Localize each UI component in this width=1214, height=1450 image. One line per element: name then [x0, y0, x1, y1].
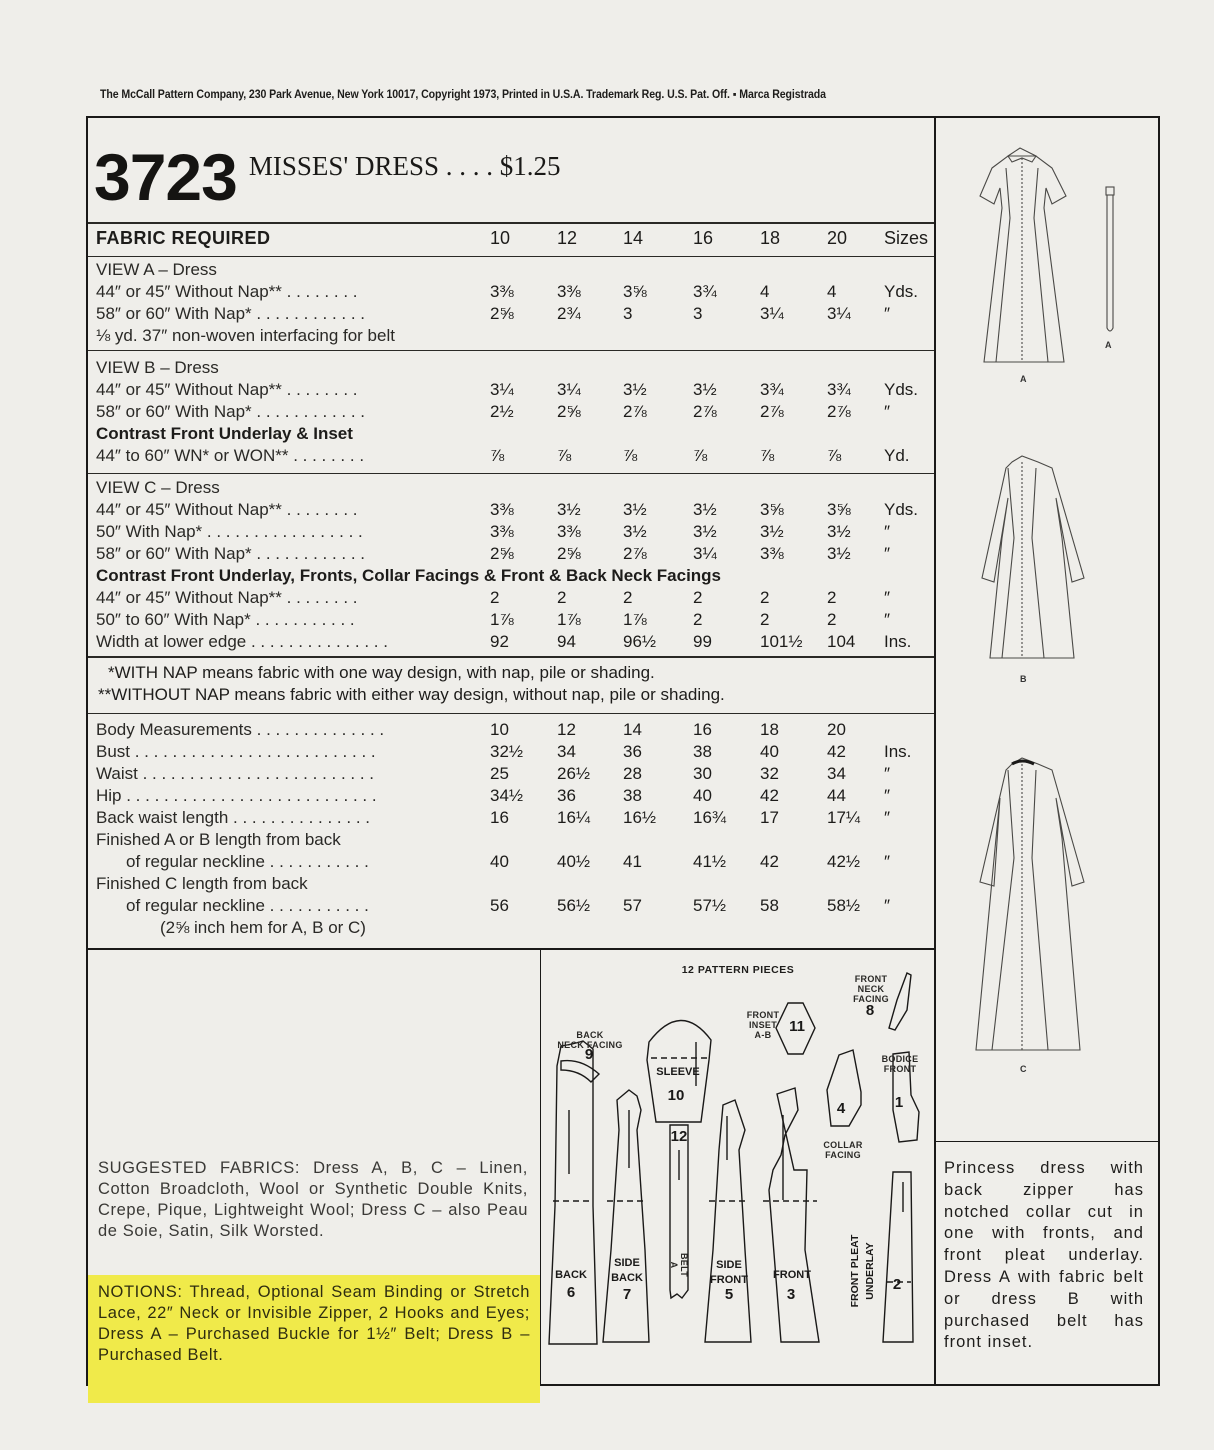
cell: 2⅝: [557, 544, 581, 563]
row-label: 44″ or 45″ Without Nap** . . . . . . . .: [96, 588, 358, 607]
cell: 2: [693, 610, 703, 629]
section-subheading: Contrast Front Underlay, Fronts, Collar Facings & Front & Back Neck Facings: [96, 566, 722, 585]
cell: 2: [760, 610, 770, 629]
divider: [88, 222, 934, 224]
cell: 14: [623, 720, 642, 739]
view-a-sketch: [980, 148, 1066, 362]
cell: 34½: [490, 786, 524, 805]
cell: 3½: [623, 500, 647, 519]
piece-name-sleeve: SLEEVE: [656, 1066, 700, 1078]
size-header: 10: [490, 228, 511, 248]
row-label: 44″ or 45″ Without Nap** . . . . . . . .: [96, 282, 358, 301]
cell: 3⅜: [557, 282, 581, 301]
size-header: 18: [760, 228, 781, 248]
piece-label-collar-facing: COLLAR FACING: [823, 1140, 863, 1160]
suggested-fabrics: SUGGESTED FABRICS: Dress A, B, C – Linen, Cotton Broadcloth, Wool or Synthetic Double Knits, Crepe, Pique, Lightweight Wool; Dress C – also Peau de Soie, Satin, Silk Worsted.: [98, 1159, 528, 1240]
view-c-label: C: [1020, 1064, 1027, 1074]
cell: 3¼: [693, 544, 717, 563]
unit: Yds.: [884, 380, 919, 399]
unit: Yds.: [884, 282, 919, 301]
cell: 2⅞: [623, 544, 647, 563]
view-a-belt-label: A: [1105, 340, 1112, 350]
piece-number-9: 9: [584, 1046, 594, 1063]
cell: 41½: [693, 852, 727, 871]
cell: 3⅝: [827, 500, 851, 519]
size-header: 16: [693, 228, 714, 248]
piece-label-front-neck-facing: FRONT NECK FACING: [853, 974, 889, 1004]
piece-name-front-pleat-underlay: FRONT PLEAT UNDERLAY: [849, 1234, 876, 1308]
unit: ″: [884, 896, 891, 915]
pattern-title: MISSES' DRESS . . . . $1.25: [248, 151, 561, 181]
row-label: of regular neckline . . . . . . . . . . .: [126, 852, 369, 871]
cell: 38: [623, 786, 642, 805]
cell: 3⅝: [760, 500, 784, 519]
cell: 38: [693, 742, 712, 761]
cell: 26½: [557, 764, 591, 783]
cell: 92: [490, 632, 509, 651]
cell: 2: [490, 588, 500, 607]
cell: 3⅜: [490, 522, 514, 541]
row-label: Finished C length from back: [96, 874, 308, 893]
cell: 3⅝: [623, 282, 647, 301]
section-heading: VIEW B – Dress: [96, 358, 219, 377]
row-label: 44″ or 45″ Without Nap** . . . . . . . .: [96, 500, 358, 519]
cell: 16: [490, 808, 509, 827]
cell: 2: [557, 588, 567, 607]
cell: 3⅜: [490, 282, 514, 301]
cell: ⅞: [557, 446, 572, 465]
cell: 2: [693, 588, 703, 607]
cell: 16½: [623, 808, 657, 827]
interfacing-note: ⅛ yd. 37″ non-woven interfacing for belt: [96, 326, 395, 345]
piece-label-front-inset: FRONT INSET A-B: [746, 1010, 780, 1040]
cell: 4: [760, 282, 770, 301]
table-row: [96, 543, 936, 565]
table-row: [96, 401, 936, 423]
cell: ⅞: [623, 446, 638, 465]
table-row: [96, 631, 936, 653]
cell: 3½: [760, 522, 784, 541]
unit: ″: [884, 786, 891, 805]
body-measurements-table: [96, 719, 936, 939]
table-row: [96, 303, 936, 325]
cell: 3½: [623, 522, 647, 541]
table-row: [96, 379, 936, 401]
piece-name-back: BACK: [555, 1269, 587, 1281]
piece-number-6: 6: [566, 1284, 576, 1301]
piece-number-1: 1: [894, 1094, 904, 1111]
cell: 2½: [490, 402, 514, 421]
divider: [88, 473, 934, 474]
pattern-number: 3723: [94, 140, 237, 214]
divider: [936, 1141, 1160, 1142]
cell: 2⅝: [490, 304, 514, 323]
cell: 3½: [693, 380, 717, 399]
nap-definitions: [98, 662, 725, 706]
piece-number-2: 2: [892, 1276, 902, 1293]
cell: 34: [827, 764, 846, 783]
table-row: [96, 445, 936, 467]
cell: 18: [760, 720, 779, 739]
cell: ⅞: [490, 446, 505, 465]
cell: 42: [827, 742, 846, 761]
row-label: 58″ or 60″ With Nap* . . . . . . . . . . . .: [96, 544, 366, 563]
view-c-section: [96, 477, 936, 653]
piece-number-3: 3: [786, 1286, 796, 1303]
cell: 4: [827, 282, 837, 301]
piece-number-7: 7: [622, 1286, 632, 1303]
pattern-description: Princess dress with back zipper has notched collar cut in one with fronts, and front pleat underlay. Dress A with fabric belt or dress B with purchased belt has front inset.: [944, 1159, 1144, 1352]
without-nap-note: **WITHOUT NAP means fabric with either way design, without nap, pile or shading.: [98, 685, 725, 704]
section-heading: VIEW C – Dress: [96, 478, 220, 497]
cell: 1⅞: [490, 610, 514, 629]
table-row: [96, 895, 936, 917]
piece-name-side-back: SIDE BACK: [611, 1257, 643, 1284]
unit: Yd.: [884, 446, 910, 465]
cell: 42: [760, 786, 779, 805]
cell: 2⅞: [623, 402, 647, 421]
view-b-section: [96, 357, 936, 467]
dress-sketches: [936, 118, 1160, 1138]
cell: 16: [693, 720, 712, 739]
cell: 2¾: [557, 304, 581, 323]
cell: 44: [827, 786, 846, 805]
cell: 3⅜: [490, 500, 514, 519]
cell: 41: [623, 852, 642, 871]
view-a-belt-sketch: [1106, 187, 1114, 331]
cell: 36: [557, 786, 576, 805]
row-label: Back waist length . . . . . . . . . . . . . . .: [96, 808, 370, 827]
table-row: [96, 785, 936, 807]
row-label: 58″ or 60″ With Nap* . . . . . . . . . . . .: [96, 402, 366, 421]
cell: 3½: [693, 522, 717, 541]
cell: 104: [827, 632, 856, 651]
cell: 2⅝: [490, 544, 514, 563]
view-b-sketch: [982, 456, 1084, 658]
cell: 58: [760, 896, 779, 915]
pattern-pieces-panel: [540, 948, 934, 1384]
cell: 96½: [623, 632, 657, 651]
unit: ″: [884, 522, 891, 541]
unit: ″: [884, 304, 891, 323]
view-a-label: A: [1020, 374, 1027, 384]
cell: 3¾: [693, 282, 717, 301]
row-label: Bust . . . . . . . . . . . . . . . . . . . . . . . . . .: [96, 742, 376, 761]
piece-name-side-front: SIDE FRONT: [710, 1259, 748, 1286]
table-row: [96, 763, 936, 785]
title-row: [94, 140, 561, 214]
cell: 3½: [827, 522, 851, 541]
cell: 17¼: [827, 808, 861, 827]
row-label: Body Measurements . . . . . . . . . . . . . .: [96, 720, 385, 739]
view-b-label: B: [1020, 674, 1027, 684]
table-row: [96, 719, 936, 741]
cell: 3½: [827, 544, 851, 563]
cell: 3¼: [490, 380, 514, 399]
cell: 16¼: [557, 808, 591, 827]
piece-number-11: 11: [789, 1018, 805, 1035]
table-row: [96, 521, 936, 543]
cell: 3¾: [827, 380, 851, 399]
divider: [88, 256, 934, 257]
divider: [88, 350, 934, 351]
table-row: [96, 741, 936, 763]
cell: 16¾: [693, 808, 727, 827]
unit: Ins.: [884, 632, 912, 651]
fabric-table-header: [96, 227, 936, 249]
copyright-line: The McCall Pattern Company, 230 Park Avenue, New York 10017, Copyright 1973, Printed in U.S.A. Trademark Reg. U.S. Pat. Off. ▪ Marca Registrada: [100, 89, 826, 101]
cell: 2⅞: [693, 402, 717, 421]
piece-label-bodice-front: BODICE FRONT: [881, 1054, 919, 1074]
divider: [88, 713, 934, 714]
row-label: 44″ or 45″ Without Nap** . . . . . . . .: [96, 380, 358, 399]
section-heading: VIEW A – Dress: [96, 260, 217, 279]
cell: 58½: [827, 896, 861, 915]
cell: 28: [623, 764, 642, 783]
cell: 1⅞: [623, 610, 647, 629]
cell: 2: [760, 588, 770, 607]
section-subheading: Contrast Front Underlay & Inset: [96, 424, 353, 443]
table-row: [96, 807, 936, 829]
cell: 32½: [490, 742, 524, 761]
cell: 3½: [693, 500, 717, 519]
size-header: 14: [623, 228, 644, 248]
pattern-envelope-frame: [86, 116, 1160, 1386]
piece-name-front: FRONT: [773, 1269, 811, 1281]
piece-number-5: 5: [724, 1286, 734, 1303]
cell: 57½: [693, 896, 727, 915]
cell: 3¼: [827, 304, 851, 323]
table-row: [96, 851, 936, 873]
cell: 1⅞: [557, 610, 581, 629]
cell: 3¼: [557, 380, 581, 399]
row-label: of regular neckline . . . . . . . . . . .: [126, 896, 369, 915]
view-c-sketch: [976, 758, 1084, 1050]
cell: 3: [623, 304, 633, 323]
unit: ″: [884, 588, 891, 607]
cell: 2: [827, 588, 837, 607]
piece-label-belt-a: BELT A: [669, 1253, 689, 1278]
notions-highlighted: NOTIONS: Thread, Optional Seam Binding or Stretch Lace, 22″ Neck or Invisible Zipper, 2 Hooks and Eyes; Dress A – Purchased Buckle for 1½″ Belt; Dress B – Purchased Belt.: [88, 1275, 540, 1403]
view-illustrations: [934, 118, 1158, 1384]
piece-label-back-neck-facing: BACK NECK FACING: [557, 1030, 623, 1050]
unit: ″: [884, 610, 891, 629]
cell: 12: [557, 720, 576, 739]
cell: 36: [623, 742, 642, 761]
unit: ″: [884, 852, 891, 871]
row-label: Width at lower edge . . . . . . . . . . . . . . .: [96, 632, 388, 651]
cell: 56: [490, 896, 509, 915]
cell: 3½: [557, 500, 581, 519]
unit: Yds.: [884, 500, 919, 519]
cell: ⅞: [827, 446, 842, 465]
sizes-label: Sizes: [884, 228, 929, 248]
cell: 2⅞: [827, 402, 851, 421]
row-label: Waist . . . . . . . . . . . . . . . . . . . . . . . . .: [96, 764, 375, 783]
row-label: 50″ to 60″ With Nap* . . . . . . . . . . .: [96, 610, 355, 629]
piece-number-4: 4: [836, 1100, 846, 1117]
cell: 3: [693, 304, 703, 323]
fabric-chart: [88, 118, 934, 948]
row-label: 58″ or 60″ With Nap* . . . . . . . . . . . .: [96, 304, 366, 323]
size-header: 20: [827, 228, 848, 248]
fabric-required-heading: FABRIC REQUIRED: [96, 228, 271, 248]
cell: ⅞: [693, 446, 708, 465]
unit: ″: [884, 544, 891, 563]
cell: 42½: [827, 852, 861, 871]
divider: [88, 656, 934, 658]
with-nap-note: *WITH NAP means fabric with one way design, with nap, pile or shading.: [108, 663, 655, 682]
cell: 40: [490, 852, 509, 871]
cell: 17: [760, 808, 779, 827]
unit: ″: [884, 402, 891, 421]
cell: 3¼: [760, 304, 784, 323]
cell: 40: [693, 786, 712, 805]
cell: 3⅜: [557, 522, 581, 541]
cell: 3½: [623, 380, 647, 399]
cell: 56½: [557, 896, 591, 915]
row-label: 50″ With Nap* . . . . . . . . . . . . . . . . .: [96, 522, 363, 541]
cell: 101½: [760, 632, 803, 651]
unit: ″: [884, 764, 891, 783]
view-a-section: [96, 259, 936, 347]
cell: 30: [693, 764, 712, 783]
piece-number-8: 8: [865, 1002, 875, 1019]
cell: 2: [623, 588, 633, 607]
hem-note: (2⅝ inch hem for A, B or C): [160, 918, 366, 937]
cell: 2⅞: [760, 402, 784, 421]
cell: 34: [557, 742, 576, 761]
cell: 3⅜: [760, 544, 784, 563]
table-row: [96, 281, 936, 303]
table-row: [96, 609, 936, 631]
pattern-pieces-title: 12 PATTERN PIECES: [681, 964, 795, 976]
cell: 2: [827, 610, 837, 629]
cell: 94: [557, 632, 576, 651]
cell: 42: [760, 852, 779, 871]
cell: 57: [623, 896, 642, 915]
piece-number-10: 10: [667, 1087, 685, 1104]
piece-number-12: 12: [670, 1128, 688, 1145]
fabrics-notions-panel: [88, 948, 540, 1384]
cell: 2⅝: [557, 402, 581, 421]
row-label: 44″ to 60″ WN* or WON** . . . . . . . .: [96, 446, 365, 465]
size-header: 12: [557, 228, 578, 248]
cell: 40½: [557, 852, 591, 871]
cell: 25: [490, 764, 509, 783]
cell: ⅞: [760, 446, 775, 465]
row-label: Hip . . . . . . . . . . . . . . . . . . . . . . . . . . .: [96, 786, 377, 805]
cell: 3¾: [760, 380, 784, 399]
row-label: Finished A or B length from back: [96, 830, 341, 849]
cell: 32: [760, 764, 779, 783]
unit: Ins.: [884, 742, 912, 761]
cell: 99: [693, 632, 712, 651]
cell: 10: [490, 720, 509, 739]
table-row: [96, 587, 936, 609]
cell: 20: [827, 720, 846, 739]
unit: ″: [884, 808, 891, 827]
table-row: [96, 499, 936, 521]
cell: 40: [760, 742, 779, 761]
